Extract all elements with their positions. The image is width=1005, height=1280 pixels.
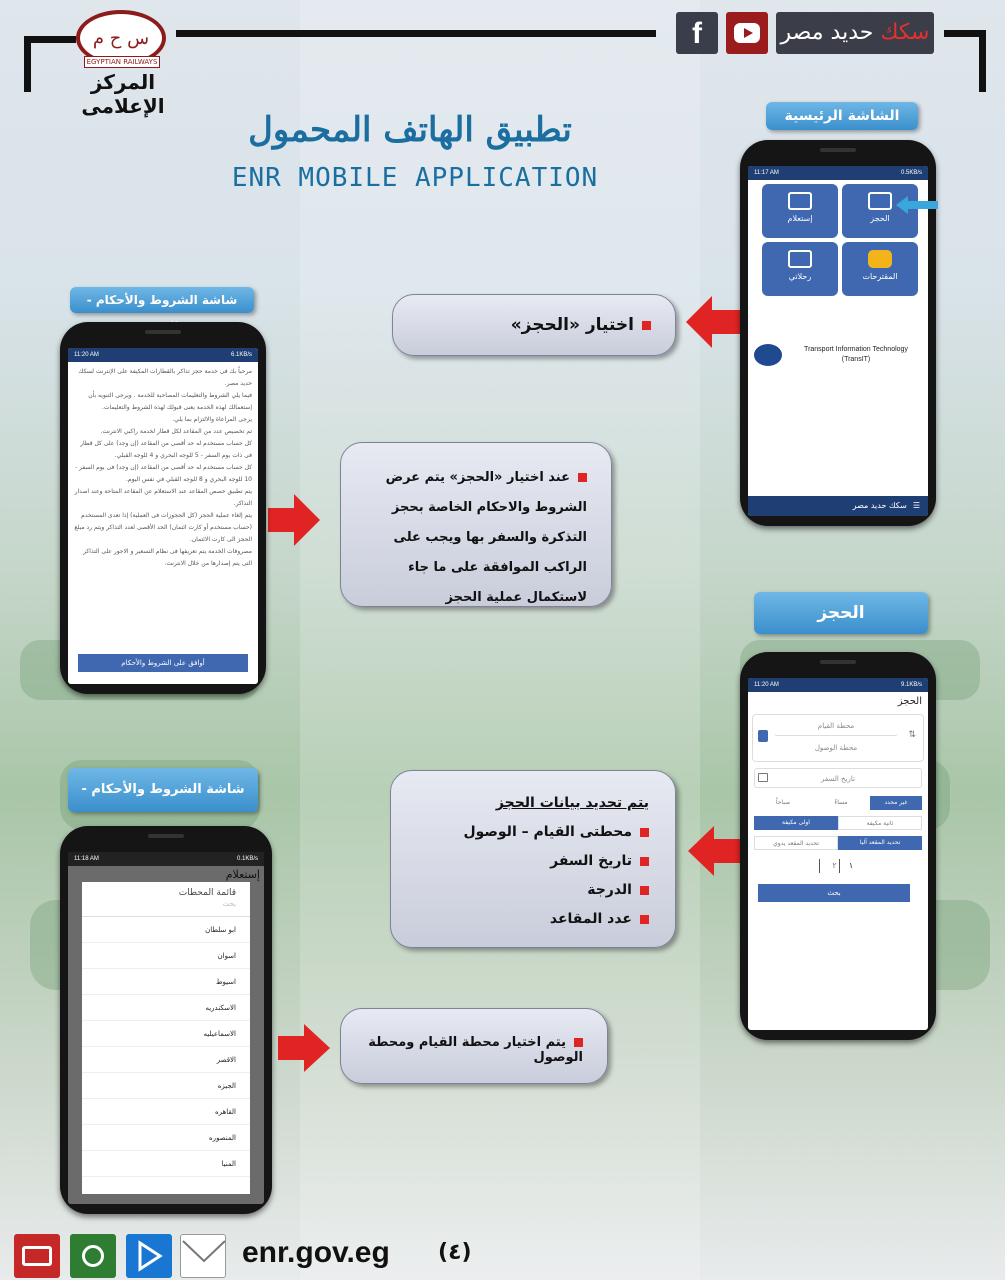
booking-screen (748, 678, 928, 1030)
ticket-icon (868, 192, 892, 210)
bottom-app-bar: ☰ سكك حديد مصر (748, 496, 928, 516)
home-screen (748, 166, 928, 516)
date-input[interactable]: تاريخ السفر (754, 768, 922, 788)
terms-paragraph: مرحباً بك فى خدمة حجز تذاكر بالقطارات المكيفة على الإنترنت لسكك حديد مصر. (78, 368, 252, 387)
transit-line2: (TransIT) (841, 356, 871, 363)
stopwatch-icon (82, 1245, 104, 1267)
header-rail-right-vertical (979, 30, 986, 92)
stepper-divider (819, 859, 820, 873)
terms-screen (68, 348, 258, 684)
seat-count-next: ٢ (832, 861, 837, 870)
bullet-icon (642, 321, 651, 330)
terms-paragraph: يتم إلغاء عملية الحجز (كل الحجوزات فى العملية) إذا تعدى المستخدم (حساب مستخدم أو كارت ائتمان) الحد الأقصى لعدد التذاكر ويتم رد مبلغ الحجز الى كارت الائتمان. (74, 512, 252, 543)
label-terms-booking-2: شاشة الشروط والأحكام - (68, 768, 258, 812)
booking-data-item: تاريخ السفر (417, 847, 649, 876)
bullet-icon (640, 915, 649, 924)
callout-select-stations-text: يتم اختيار محطة القيام ومحطة الوصول (368, 1035, 583, 1065)
stepper-divider (839, 859, 840, 873)
brand-red-word: سكك (880, 20, 930, 45)
terms-paragraph: فيما يلي الشروط والتعليمات المصاحبة للخدمة . ويرجى التنويه بأن إستعمالك لهذه الخدمة يعنى قبولك لهذه الشروط والتعليمات. (88, 392, 252, 411)
station-list-item[interactable]: الجيزه (82, 1073, 250, 1099)
phone-camera (148, 834, 184, 838)
station-list-item[interactable]: المنيا (82, 1151, 250, 1177)
callout-booking-data (390, 770, 676, 948)
phone-camera (145, 330, 181, 334)
phone-booking-screen (740, 652, 936, 1040)
train-icon (758, 730, 768, 742)
segment-class-first[interactable]: اولى مكيفة (754, 816, 838, 830)
arrow-left-icon (686, 296, 742, 348)
bullet-icon (578, 473, 587, 482)
phone-camera (820, 660, 856, 664)
stations-screen (68, 852, 264, 1204)
website-link[interactable]: enr.gov.eg (242, 1236, 390, 1269)
stations-list-title: قائمة المحطات (178, 888, 236, 898)
phone-stations-screen (60, 826, 272, 1214)
swap-icon[interactable]: ⇅ (908, 730, 916, 740)
brand-white-words: حديد مصر (780, 20, 874, 45)
terms-paragraph: يرجى المراعاة والالتزام بما يلي. (172, 416, 252, 423)
tile-suggestions[interactable]: المقترحات (842, 242, 918, 296)
status-bar: 11:18 AM 0.1KB/s (68, 852, 264, 866)
segment-seat-auto[interactable]: تحديد المقعد آليا (838, 836, 922, 850)
bullet-icon (574, 1038, 583, 1047)
logo-glyph: س ح م (92, 28, 150, 49)
page-title-english: ENR MOBILE APPLICATION (231, 163, 599, 193)
station-list-item[interactable]: اسيوط (82, 969, 250, 995)
pointer-arrow-icon (896, 196, 938, 214)
station-list-item[interactable]: الاسكندريه (82, 995, 250, 1021)
media-center-title: المركز الإعلامى (81, 70, 165, 118)
inquiry-page-title: إستعلام (225, 868, 260, 881)
booking-data-item: محطتى القيام – الوصول (417, 818, 649, 847)
play-icon (126, 1234, 172, 1278)
train-icon (788, 250, 812, 268)
search-button[interactable]: بحث (758, 884, 910, 902)
segment-time-unspecified[interactable]: غير محدد (870, 796, 922, 810)
callout-choose-booking-text: اختيار «الحجز» (510, 315, 634, 335)
stopwatch-app-icon[interactable] (70, 1234, 116, 1278)
booking-data-title: يتم تحديد بيانات الحجز (495, 795, 649, 811)
terms-paragraph: تم تخصيص عدد من المقاعد لكل قطار لخدمة راكبي الانترنت. (100, 428, 252, 435)
google-play-icon[interactable] (126, 1234, 172, 1278)
terms-paragraph: يتم تطبيق حصص المقاعد عند الاستعلام عن المقاعد المتاحة وعند اصدار التذاكر. (74, 488, 252, 507)
logo-ribbon: EGYPTIAN RAILWAYS (84, 56, 160, 68)
transit-logo-icon (754, 344, 782, 366)
phone-camera (820, 148, 856, 152)
page-number: (٤) (438, 1240, 472, 1265)
phone-terms-screen (60, 322, 266, 694)
booking-data-item: الدرجة (417, 876, 649, 905)
segment-seat-manual[interactable]: تحديد المقعد يدوي (754, 836, 838, 850)
agree-terms-button[interactable]: أوافق على الشروط والأحكام (78, 654, 248, 672)
callout-terms-text: عند اختيار «الحجز» يتم عرض الشروط والاحكام الخاصة بحجز التذكرة والسفر بها ويجب على الراكب الموافقة على ما جاء لاستكمال عملية الحجز (385, 470, 587, 605)
station-list-item[interactable]: ابو سلطان (82, 917, 250, 943)
mail-icon[interactable] (180, 1234, 226, 1278)
station-list-item[interactable]: القاهره (82, 1099, 250, 1125)
bullet-icon (640, 857, 649, 866)
facebook-icon[interactable]: f (676, 12, 718, 54)
segment-time-evening[interactable]: مساءً (834, 799, 848, 806)
header-rail-left-vertical (24, 36, 31, 92)
transit-line1: Transport Information Technology (804, 346, 908, 353)
brand-banner (776, 12, 934, 54)
seat-count-value: ١ (848, 861, 854, 870)
station-list-item[interactable]: الاقصر (82, 1047, 250, 1073)
departure-input[interactable]: محطة القيام (774, 716, 898, 736)
terms-paragraph: كل حساب مستخدم له حد أقصى من المقاعد (إن وجد) على كل قطار فى ذات يوم السفر - 5 للوجه البحري و 4 للوجه القبلي. (80, 440, 252, 459)
booking-page-title: الحجز (897, 696, 922, 707)
calendar-icon (758, 773, 768, 782)
station-list-item[interactable]: اسوان (82, 943, 250, 969)
chat-icon (868, 250, 892, 268)
stations-search-input[interactable]: بحث (82, 900, 250, 917)
seat-count-stepper[interactable] (814, 858, 864, 874)
status-bar: 11:20 AM 9.1KB/s (748, 678, 928, 692)
tile-my-trips[interactable]: رحلاتي (762, 242, 838, 296)
label-home-screen: الشاشة الرئيسية (766, 102, 918, 130)
segment-time-morning[interactable]: صباحاً (775, 799, 791, 806)
header-rail-left-horizontal (24, 36, 76, 43)
bullet-icon (640, 828, 649, 837)
arrow-left-icon (688, 826, 742, 876)
callout-terms (340, 442, 612, 607)
header-rail-middle (176, 30, 656, 37)
youtube-icon[interactable] (726, 12, 768, 54)
calendar-icon (788, 192, 812, 210)
stations-dialog (82, 882, 250, 1194)
label-booking: الحجز (754, 592, 928, 634)
status-bar: 11:17 AM 0.5KB/s (748, 166, 928, 180)
tile-booking[interactable]: الحجز (842, 184, 918, 238)
arrival-input[interactable]: محطة الوصول (774, 738, 898, 758)
station-list-item[interactable]: الاسماعيليه (82, 1021, 250, 1047)
menu-icon[interactable]: ☰ (912, 501, 920, 510)
arrow-right-icon (268, 494, 320, 546)
station-list-item[interactable]: المنصوره (82, 1125, 250, 1151)
status-bar: 11:20 AM 6.1KB/s (68, 348, 258, 362)
ticket-icon (22, 1246, 52, 1266)
ticket-app-icon[interactable] (14, 1234, 60, 1278)
arrow-right-icon (278, 1024, 330, 1072)
callout-choose-booking (392, 294, 676, 356)
booking-data-item: عدد المقاعد (417, 905, 649, 934)
page-title-arabic: تطبيق الهاتف المحمول (248, 110, 572, 150)
terms-paragraph: كل حساب مستخدم له حد أقصى من المقاعد (إن وجد) فى يوم السفر - 10 للوجه البحري و 8 للوجه القبلي في نفس اليوم. (74, 464, 252, 483)
segment-class-second[interactable]: ثانية مكيفة (838, 816, 922, 830)
bullet-icon (640, 886, 649, 895)
label-terms-booking-1: شاشة الشروط والأحكام - (70, 287, 254, 313)
tile-inquiry[interactable]: إستعلام (762, 184, 838, 238)
terms-paragraph: مصروفات الخدمة يتم تعريفها فى نظام التسعير و الاجور على التذاكر التى يتم إصدارها من خلال الانترنت. (83, 548, 252, 567)
terms-body (68, 362, 258, 570)
callout-select-stations (340, 1008, 608, 1084)
